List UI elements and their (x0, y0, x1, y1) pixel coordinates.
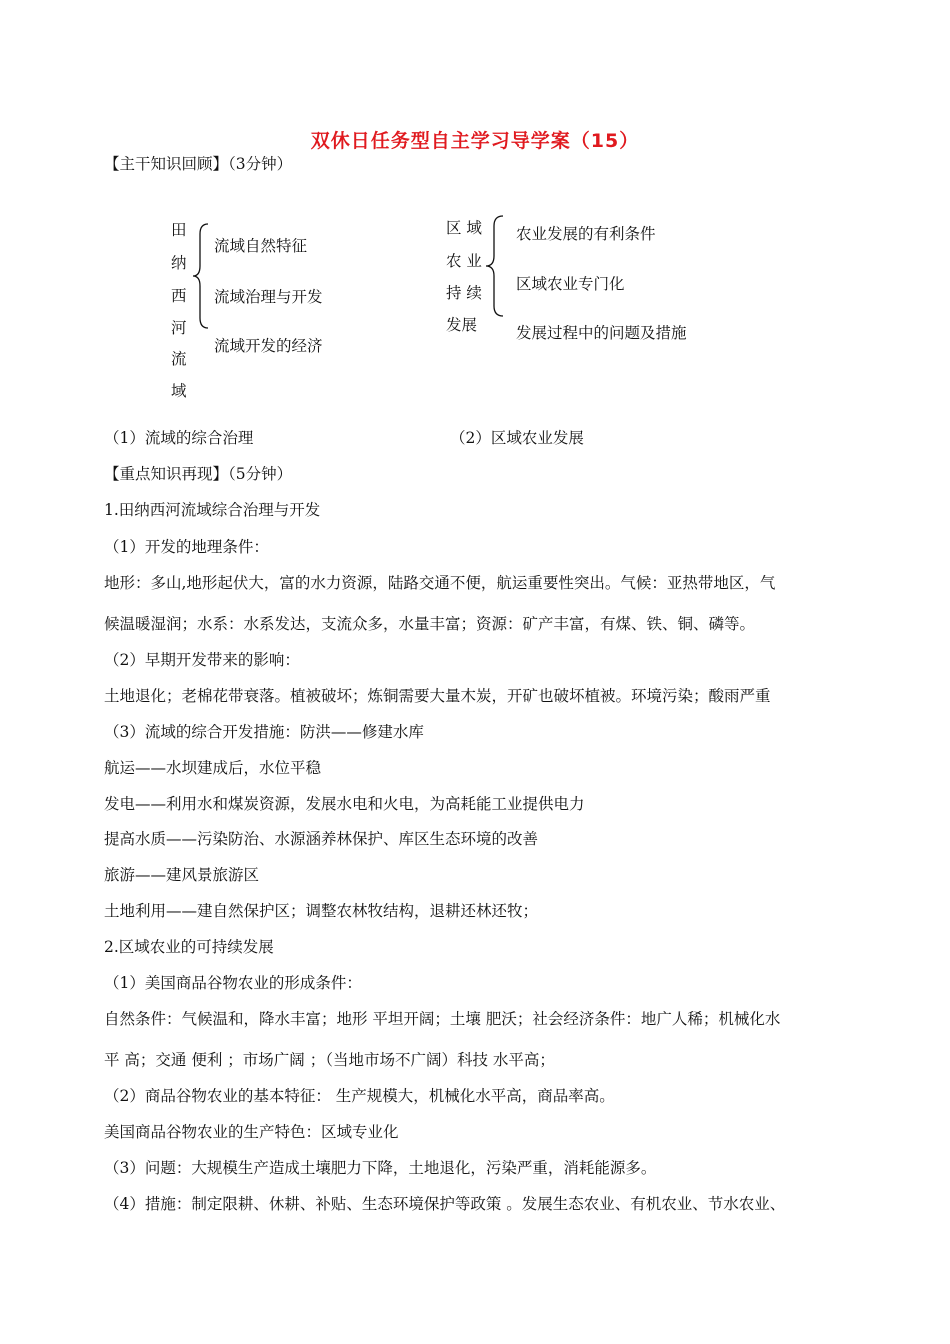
root-char: 域 (171, 382, 187, 400)
section-heading-key: 【重点知识再现】（5分钟） (104, 465, 293, 483)
text-line: 美国商品谷物农业的生产特色：区域专业化 (104, 1123, 399, 1141)
text-line: 候温暖湿润；水系：水系发达，支流众多，水量丰富；资源：矿产丰富，有煤、铁、铜、磷等。 (104, 615, 756, 633)
section-heading-review: 【主干知识回顾】（3分钟） (104, 155, 293, 173)
text-line: 发电——利用水和煤炭资源，发展水电和火电，为高耗能工业提供电力 (104, 795, 585, 813)
text-line: （4）措施：制定限耕、休耕、补贴、生态环境保护等政策 。发展生态农业、有机农业、节水农业、 (104, 1195, 786, 1213)
text-line: 提高水质——污染防治、水源涵养林保护、库区生态环境的改善 (104, 830, 539, 848)
diagram-branch: 流域开发的经济 (214, 337, 323, 355)
root-char: 流 (171, 350, 187, 368)
curly-brace-icon (190, 222, 212, 330)
curly-brace-icon (483, 214, 507, 318)
diagram-branch: 农业发展的有利条件 (516, 225, 656, 243)
text-line: 地形：多山,地形起伏大，富的水力资源，陆路交通不便，航运重要性突出。气候：亚热带地区，气 (104, 574, 776, 592)
text-line: 1.田纳西河流域综合治理与开发 (104, 501, 321, 519)
text-line: 土地退化；老棉花带衰落。植被破坏；炼铜需要大量木炭，开矿也破坏植被。环境污染；酸雨严重 (104, 687, 771, 705)
root-char: 发展 (446, 316, 478, 334)
root-char: 纳 (171, 254, 187, 272)
text-line: 2.区域农业的可持续发展 (104, 938, 274, 956)
text-line: 土地利用——建自然保护区；调整农林牧结构，退耕还林还牧； (104, 902, 539, 920)
text-line: 航运——水坝建成后，水位平稳 (104, 759, 322, 777)
root-char: 田 (171, 221, 187, 239)
text-line: （3）问题：大规模生产造成土壤肥力下降，土地退化，污染严重，消耗能源多。 (104, 1159, 657, 1177)
diagram-branch: 区域农业专门化 (516, 275, 625, 293)
text-line: （3）流域的综合开发措施：防洪——修建水库 (104, 723, 424, 741)
text-line: 自然条件：气候温和，降水丰富；地形 平坦开阔；土壤 肥沃；社会经济条件：地广人稀；机械化水 (104, 1010, 781, 1028)
root-char: 西 (171, 287, 187, 305)
diagram-branch: 流域自然特征 (214, 237, 308, 255)
diagram-branch: 流域治理与开发 (214, 288, 323, 306)
caption-left: （1）流域的综合治理 (104, 429, 254, 447)
text-line: （1）开发的地理条件： (104, 538, 269, 556)
text-line: 平 高；交通 便利 ；市场广阔 ；（当地市场不广阔）科技 水平高； (104, 1051, 555, 1069)
text-line: （1）美国商品谷物农业的形成条件： (104, 974, 362, 992)
root-char: 河 (171, 319, 187, 337)
text-line: （2）早期开发带来的影响： (104, 651, 300, 669)
root-char: 持 续 (446, 284, 482, 302)
text-line: （2）商品谷物农业的基本特征： 生产规模大，机械化水平高，商品率高。 (104, 1087, 615, 1105)
text-line: 旅游——建风景旅游区 (104, 866, 260, 884)
diagram-branch: 发展过程中的问题及措施 (516, 324, 687, 342)
caption-right: （2）区域农业发展 (450, 429, 584, 447)
root-char: 区 域 (446, 219, 482, 237)
root-char: 农 业 (446, 252, 482, 270)
page-title: 双休日任务型自主学习导学案（15） (310, 130, 640, 152)
